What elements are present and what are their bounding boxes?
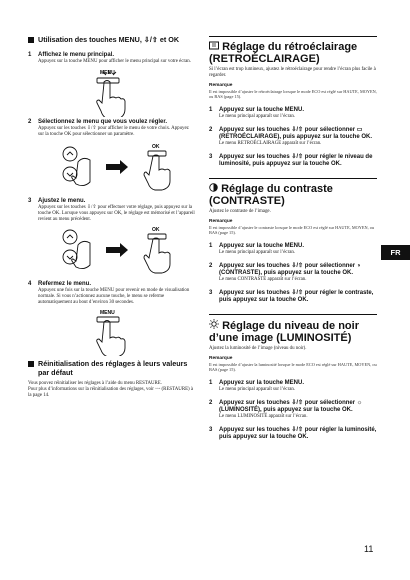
bullet-square-icon: [28, 37, 34, 43]
step-text: Le menu principal apparaît sur l’écran.: [219, 386, 296, 392]
remark-text: Il est impossible d’ajuster le contraste lorsque le mode ECO est réglé sur HAUTE, MOYEN, ou BAS (page 15).: [209, 225, 375, 236]
reset-heading: Réinitialisation des réglages à leurs valeurs par défaut: [28, 360, 196, 377]
hand-icon: [97, 70, 125, 117]
right-column: [209, 36, 377, 441]
menu-label: MENU: [100, 69, 115, 76]
menu-label: MENU: [100, 310, 115, 317]
brightness-heading: Réglage du niveau de noir d’une image (LUMINOSITÉ): [209, 320, 359, 345]
menu-keys-heading: Utilisation des touches MENU, ⇩/⇧ et OK: [28, 36, 196, 45]
down-button-icon: [63, 167, 77, 181]
section-rule: [209, 178, 377, 179]
step-1: [209, 380, 377, 393]
hand-icon: [144, 238, 170, 273]
contrast-heading: Réglage du contraste (CONTRASTE): [209, 183, 333, 208]
step-1: [209, 107, 377, 120]
menu-button-press-figure: [28, 65, 196, 117]
step-number: 2: [209, 126, 213, 133]
step-number: 3: [209, 153, 213, 160]
reset-text: Vous pouvez réinitialiser les réglages à l’aide du menu RESTAURE.: [28, 380, 162, 386]
step-text: Appuyez sur les touches ⇩/⇧ pour afficher le menu de votre choix. Appuyez sur la touche OK pour sélectionner un paramètre.: [38, 126, 189, 137]
step-title: Refermez le menu.: [38, 281, 92, 288]
menu-close-figure: [28, 306, 196, 356]
step-number: 3: [28, 198, 32, 204]
step-1: [28, 52, 196, 65]
step-number: 3: [209, 427, 213, 433]
step-number: 2: [209, 399, 213, 406]
step-2: [28, 119, 196, 138]
hand-icon: [144, 155, 170, 190]
remark-heading: Remarque: [209, 83, 233, 88]
contrast-section: [209, 178, 377, 304]
select-ok-figure: [28, 138, 196, 196]
left-column: [28, 36, 196, 399]
remark-text: Il est impossible d’ajuster la luminosité lorsque le mode ECO est réglé sur HAUTE, MOYEN, ou BAS (page 15).: [209, 362, 377, 373]
hand-icon: [72, 158, 90, 185]
step-title: Affichez le menu principal.: [38, 51, 115, 58]
down-button-icon: [63, 250, 77, 264]
remark-text: Il est impossible d’ajuster le rétroéclairage lorsque le mode ECO est réglé sur HAUTE, MOYEN, ou BAS (page 15).: [209, 89, 377, 100]
step-title: Appuyez sur la touche MENU.: [219, 379, 305, 386]
section-rule: [209, 36, 377, 37]
step-title: Appuyez sur les touches ⇩/⇧ pour régler la luminosité, puis appuyez sur la touche OK.: [219, 427, 377, 441]
step-text: Le menu RETROÉCLAIRAGE apparaît sur l’écran.: [219, 140, 322, 146]
step-1: [209, 243, 377, 256]
step-3: [209, 290, 377, 304]
ok-label: OK: [152, 227, 160, 234]
brightness-icon: [209, 319, 219, 329]
backlight-section: [209, 36, 377, 168]
step-2: [209, 263, 377, 283]
hand-icon: [97, 317, 125, 356]
step-number: 1: [209, 379, 213, 386]
step-title: Appuyez sur les touches ⇩/⇧ pour régler le contraste, puis appuyez sur la touche OK.: [219, 289, 374, 304]
step-number: 2: [209, 262, 213, 269]
step-title: Appuyez sur la touche MENU.: [219, 242, 305, 249]
page-number: 11: [364, 544, 374, 554]
backlight-icon: [209, 41, 219, 50]
step-text: Le menu principal apparaît sur l’écran.: [219, 249, 296, 255]
step-text: Le menu principal apparaît sur l’écran.: [219, 113, 296, 119]
arrow-right-icon: [106, 243, 128, 257]
step-number: 1: [209, 106, 213, 113]
remark-heading: Remarque: [209, 356, 233, 362]
step-text: Appuyez une fois sur la touche MENU pour revenir en mode de visualisation normale. Si vous n’actionnez aucune touche, le menu se referme automatiquement au bout d’environ 30 secondes.: [38, 288, 190, 306]
step-3: [209, 154, 377, 168]
section-intro: Si l’écran est trop lumineux, ajustez le rétroéclairage pour rendre l’écran plus facile à regarder.: [209, 67, 376, 78]
step-title: Appuyez sur la touche MENU.: [219, 106, 305, 113]
section-rule: [209, 314, 377, 315]
contrast-icon: [209, 183, 218, 192]
step-number: 1: [209, 242, 213, 249]
brightness-section: [209, 314, 377, 441]
step-3: [209, 427, 377, 441]
section-intro: Ajustez le contraste de l’image.: [209, 209, 271, 215]
step-number: 1: [28, 51, 32, 58]
step-4: [28, 281, 196, 306]
hand-icon: [72, 242, 90, 269]
step-text: Le menu CONTRASTE apparaît sur l’écran.: [219, 276, 307, 282]
up-button-icon: [63, 147, 77, 161]
ok-label: OK: [152, 144, 160, 150]
step-title: Sélectionnez le menu que vous voulez régler.: [38, 118, 168, 125]
section-intro: Ajustez la luminosité de l’image (niveau du noir).: [209, 346, 307, 352]
step-text: Appuyez sur la touche MENU pour afficher le menu principal sur votre écran.: [38, 58, 191, 64]
step-number: 3: [209, 289, 213, 296]
step-text: Le menu LUMINOSITÉ apparaît sur l’écran.: [219, 414, 308, 419]
step-2: [209, 400, 377, 420]
step-title: Appuyez sur les touches ⇩/⇧ pour sélectionner ▭ (RETROÉCLAIRAGE), puis appuyez sur la touche OK.: [219, 126, 373, 140]
step-title: Appuyez sur les touches ⇩/⇧ pour régler le niveau de luminosité, puis appuyez sur la touche OK.: [219, 153, 373, 167]
bullet-square-icon: [28, 361, 34, 367]
arrow-right-icon: [106, 160, 128, 174]
step-number: 4: [28, 281, 32, 288]
up-button-icon: [63, 230, 77, 244]
adjust-ok-figure: [28, 223, 196, 279]
language-tab: FR: [381, 245, 410, 260]
remark-heading: Remarque: [209, 219, 233, 225]
step-title: Appuyez sur les touches ⇩/⇧ pour sélectionner ◑ (CONTRASTE), puis appuyez sur la touche OK.: [219, 262, 361, 276]
step-text: Appuyez sur les touches ⇩/⇧ pour effectuer votre réglage, puis appuyez sur la touche OK. Lorsque vous appuyez sur OK, le réglage est mémorisé et l’appareil revient au menu précédent.: [38, 205, 195, 223]
step-2: [209, 127, 377, 147]
step-title: Appuyez sur les touches ⇩/⇧ pour sélectionner ☼ (LUMINOSITÉ), puis appuyez sur la touche OK.: [219, 399, 363, 413]
step-3: [28, 198, 196, 223]
step-title: Ajustez le menu.: [38, 198, 86, 204]
backlight-heading: Réglage du rétroéclairage (RETROÉCLAIRAGE): [209, 41, 358, 65]
reset-text-2: Pour plus d’informations sur la réinitialisation des réglages, voir ◦◦◦ (RESTAURE) à la page 14.: [28, 386, 194, 398]
step-number: 2: [28, 118, 32, 125]
